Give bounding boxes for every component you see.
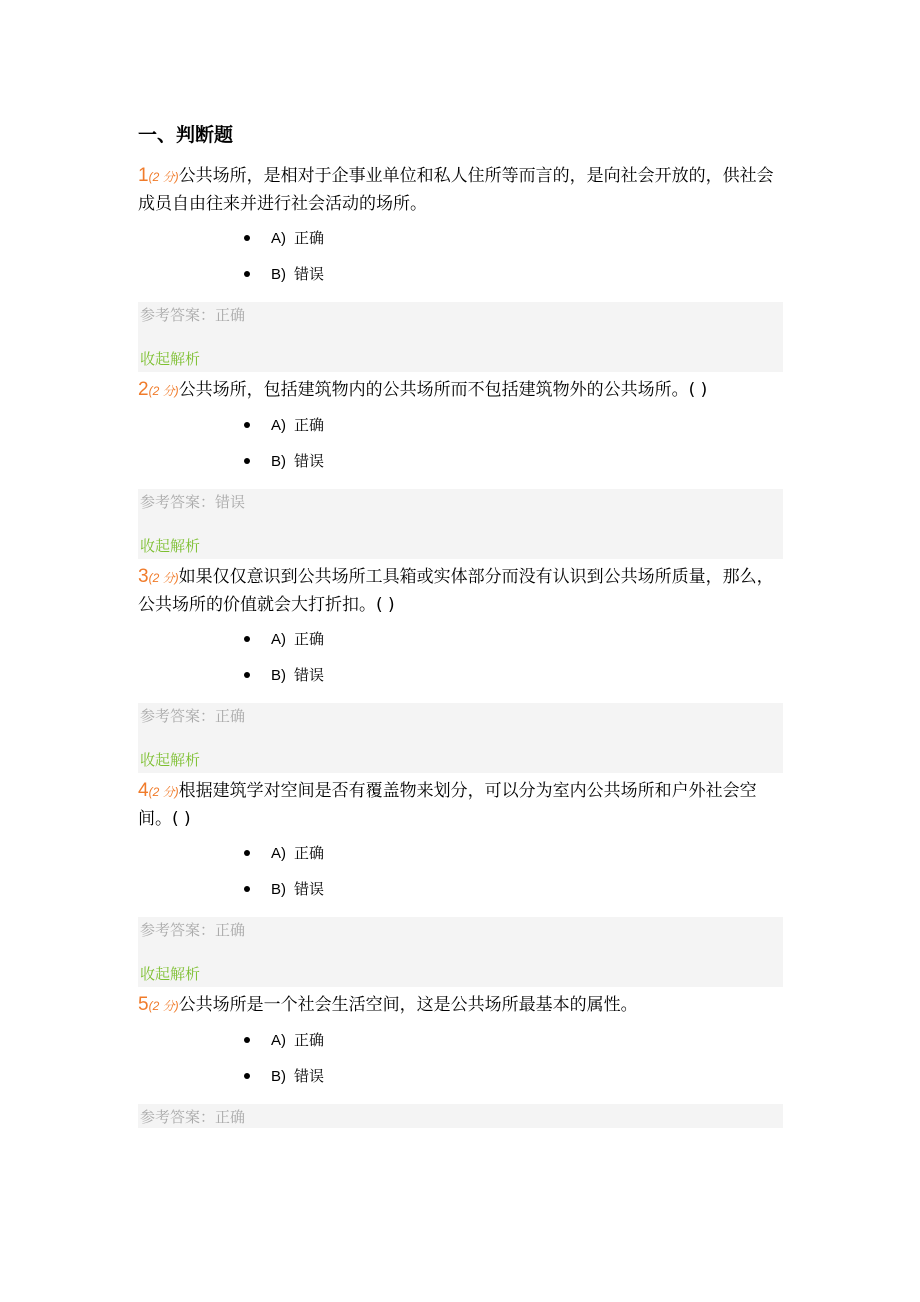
option-list bbox=[138, 1022, 783, 1094]
answer-value: 错误 bbox=[215, 493, 246, 511]
option-label: 正确 bbox=[294, 1031, 325, 1049]
question-text: 如果仅仅意识到公共场所工具箱或实体部分而没有认识到公共场所质量，那么，公共场所的价值就会大打折扣。( ) bbox=[138, 567, 774, 615]
question-text: 公共场所是一个社会生活空间，这是公共场所最基本的属性。 bbox=[178, 995, 638, 1015]
option-list bbox=[138, 835, 783, 907]
collapse-analysis-link[interactable]: 收起解析 bbox=[140, 537, 201, 555]
option-b[interactable] bbox=[244, 871, 783, 907]
question-5 bbox=[138, 991, 783, 1128]
question-number: 2 bbox=[138, 379, 149, 400]
option-letter: B) bbox=[271, 266, 286, 283]
bullet-icon bbox=[244, 672, 250, 678]
question-4 bbox=[138, 777, 783, 987]
answer-value: 正确 bbox=[215, 306, 246, 324]
question-number: 5 bbox=[138, 994, 149, 1015]
bullet-icon bbox=[244, 422, 250, 428]
question-text: 公共场所，是相对于企事业单位和私人住所等而言的，是向社会开放的，供社会成员自由往来并进行社会活动的场所。 bbox=[138, 166, 774, 214]
answer-panel bbox=[138, 703, 783, 773]
reference-answer bbox=[140, 703, 245, 729]
option-a[interactable] bbox=[244, 220, 783, 256]
option-label: 错误 bbox=[294, 880, 325, 898]
collapse-analysis-link[interactable]: 收起解析 bbox=[140, 751, 201, 769]
question-text: 根据建筑学对空间是否有覆盖物来划分，可以分为室内公共场所和户外社会空间。( ) bbox=[138, 781, 757, 829]
answer-value: 正确 bbox=[215, 707, 246, 725]
bullet-icon bbox=[244, 1037, 250, 1043]
answer-prefix: 参考答案： bbox=[140, 306, 216, 324]
option-a[interactable] bbox=[244, 835, 783, 871]
option-label: 错误 bbox=[294, 452, 325, 470]
bullet-icon bbox=[244, 850, 250, 856]
question-3 bbox=[138, 563, 783, 773]
answer-prefix: 参考答案： bbox=[140, 921, 216, 939]
quiz-page bbox=[138, 122, 783, 1128]
option-b[interactable] bbox=[244, 256, 783, 292]
option-label: 错误 bbox=[294, 1067, 325, 1085]
answer-prefix: 参考答案： bbox=[140, 493, 216, 511]
answer-value: 正确 bbox=[215, 1108, 246, 1126]
section-title: 一、判断题 bbox=[138, 124, 234, 146]
question-number: 1 bbox=[138, 165, 149, 186]
question-stem bbox=[138, 162, 783, 218]
reference-answer bbox=[140, 489, 245, 515]
bullet-icon bbox=[244, 636, 250, 642]
bullet-icon bbox=[244, 235, 250, 241]
question-score: (2 分) bbox=[148, 785, 179, 799]
question-number: 3 bbox=[138, 566, 149, 587]
option-letter: B) bbox=[271, 453, 286, 470]
question-stem bbox=[138, 376, 783, 405]
collapse-analysis-link[interactable]: 收起解析 bbox=[140, 965, 201, 983]
question-number: 4 bbox=[138, 780, 149, 801]
option-letter: A) bbox=[271, 631, 286, 648]
option-letter: B) bbox=[271, 1068, 286, 1085]
option-list bbox=[138, 407, 783, 479]
bullet-icon bbox=[244, 886, 250, 892]
option-a[interactable] bbox=[244, 1022, 783, 1058]
answer-panel bbox=[138, 302, 783, 372]
option-letter: A) bbox=[271, 1032, 286, 1049]
option-label: 正确 bbox=[294, 229, 325, 247]
answer-panel bbox=[138, 489, 783, 559]
reference-answer bbox=[140, 1104, 245, 1130]
question-stem bbox=[138, 991, 783, 1020]
option-list bbox=[138, 621, 783, 693]
option-b[interactable] bbox=[244, 443, 783, 479]
option-letter: A) bbox=[271, 845, 286, 862]
option-list bbox=[138, 220, 783, 292]
reference-answer bbox=[140, 302, 245, 328]
answer-panel bbox=[138, 917, 783, 987]
answer-panel bbox=[138, 1104, 783, 1128]
collapse-analysis-link[interactable]: 收起解析 bbox=[140, 350, 201, 368]
reference-answer bbox=[140, 917, 245, 943]
option-label: 错误 bbox=[294, 265, 325, 283]
answer-prefix: 参考答案： bbox=[140, 707, 216, 725]
question-1 bbox=[138, 162, 783, 372]
bullet-icon bbox=[244, 271, 250, 277]
option-label: 正确 bbox=[294, 416, 325, 434]
answer-prefix: 参考答案： bbox=[140, 1108, 216, 1126]
option-letter: A) bbox=[271, 417, 286, 434]
option-b[interactable] bbox=[244, 657, 783, 693]
question-2 bbox=[138, 376, 783, 559]
option-a[interactable] bbox=[244, 407, 783, 443]
option-label: 正确 bbox=[294, 844, 325, 862]
option-label: 正确 bbox=[294, 630, 325, 648]
option-a[interactable] bbox=[244, 621, 783, 657]
option-letter: B) bbox=[271, 881, 286, 898]
answer-value: 正确 bbox=[215, 921, 246, 939]
option-letter: B) bbox=[271, 667, 286, 684]
question-text: 公共场所，包括建筑物内的公共场所而不包括建筑物外的公共场所。( ) bbox=[178, 380, 708, 400]
question-stem bbox=[138, 563, 783, 619]
bullet-icon bbox=[244, 1073, 250, 1079]
option-label: 错误 bbox=[294, 666, 325, 684]
option-b[interactable] bbox=[244, 1058, 783, 1094]
question-score: (2 分) bbox=[148, 170, 179, 184]
question-stem bbox=[138, 777, 783, 833]
question-score: (2 分) bbox=[148, 999, 179, 1013]
bullet-icon bbox=[244, 458, 250, 464]
question-score: (2 分) bbox=[148, 384, 179, 398]
option-letter: A) bbox=[271, 230, 286, 247]
question-score: (2 分) bbox=[148, 571, 179, 585]
